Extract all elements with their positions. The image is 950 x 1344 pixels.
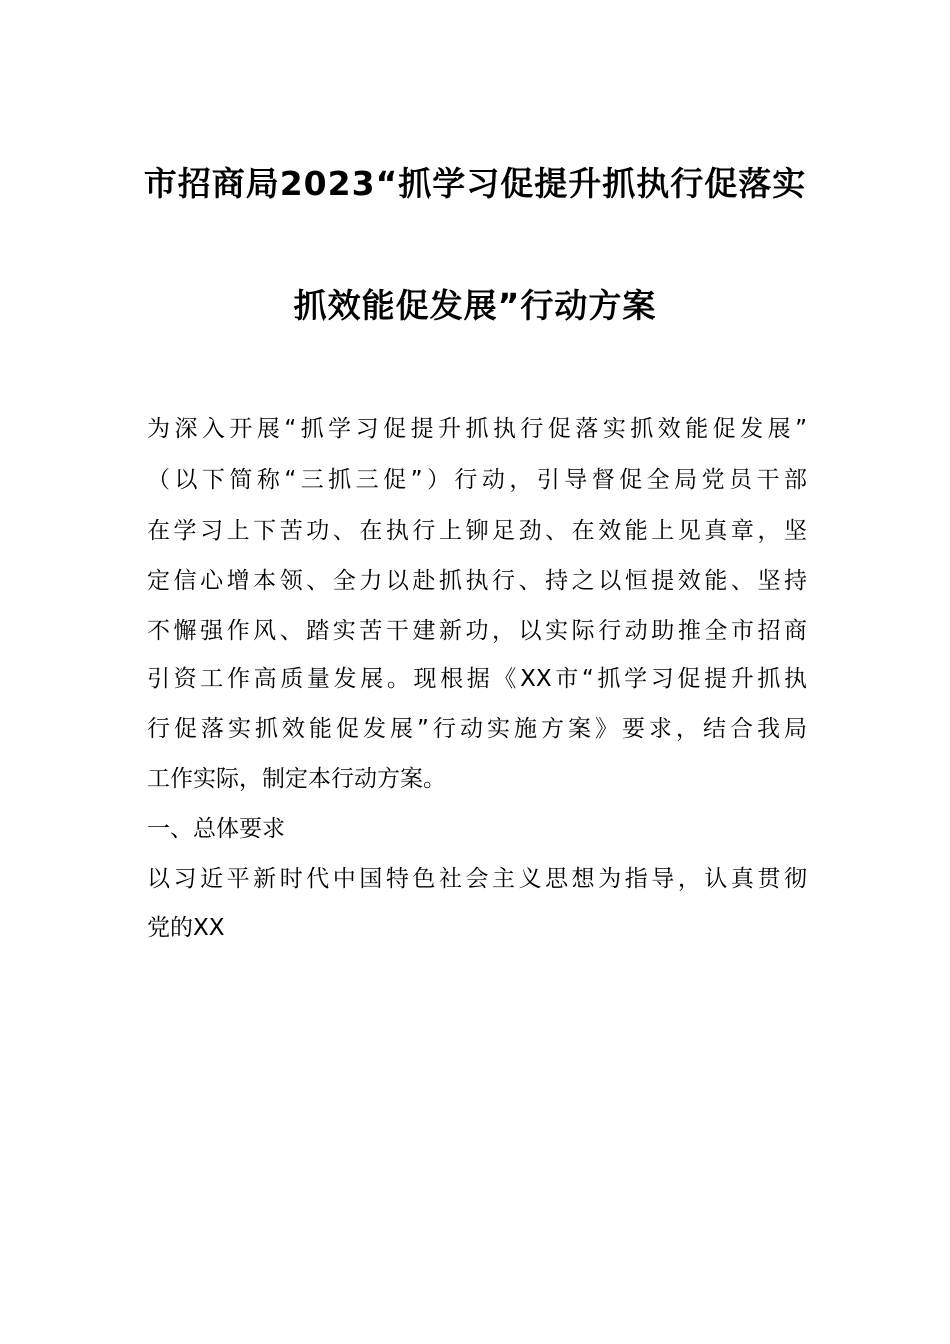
section-1-paragraph-line-1: 以习近平新时代中国特色社会主义思想为指导，认真贯彻	[147, 866, 807, 892]
document-title-line-2: 抓效能促发展”行动方案	[293, 286, 657, 325]
section-heading-general-requirements: 一、总体要求	[147, 816, 285, 842]
intro-paragraph-line-4: 定信心增本领、全力以赴抓执行、持之以恒提效能、坚持	[147, 568, 807, 594]
section-1-paragraph-line-2: 党的XX	[147, 915, 225, 941]
intro-paragraph-line-7: 行促落实抓效能促发展”行动实施方案》要求，结合我局	[147, 716, 807, 742]
intro-paragraph-line-6: 引资工作高质量发展。现根据《XX市“抓学习促提升抓执	[147, 666, 807, 692]
document-title-line-1: 市招商局2023“抓学习促提升抓执行促落实	[143, 164, 807, 203]
intro-paragraph-line-8: 工作实际，制定本行动方案。	[147, 766, 446, 792]
intro-paragraph-line-2: （以下简称“三抓三促”）行动，引导督促全局党员干部	[147, 467, 807, 493]
intro-paragraph-line-5: 不懈强作风、踏实苦干建新功，以实际行动助推全市招商	[147, 618, 807, 644]
intro-paragraph-line-1: 为深入开展“抓学习促提升抓执行促落实抓效能促发展”	[147, 416, 807, 442]
intro-paragraph-line-3: 在学习上下苦功、在执行上铆足劲、在效能上见真章，坚	[147, 518, 807, 544]
